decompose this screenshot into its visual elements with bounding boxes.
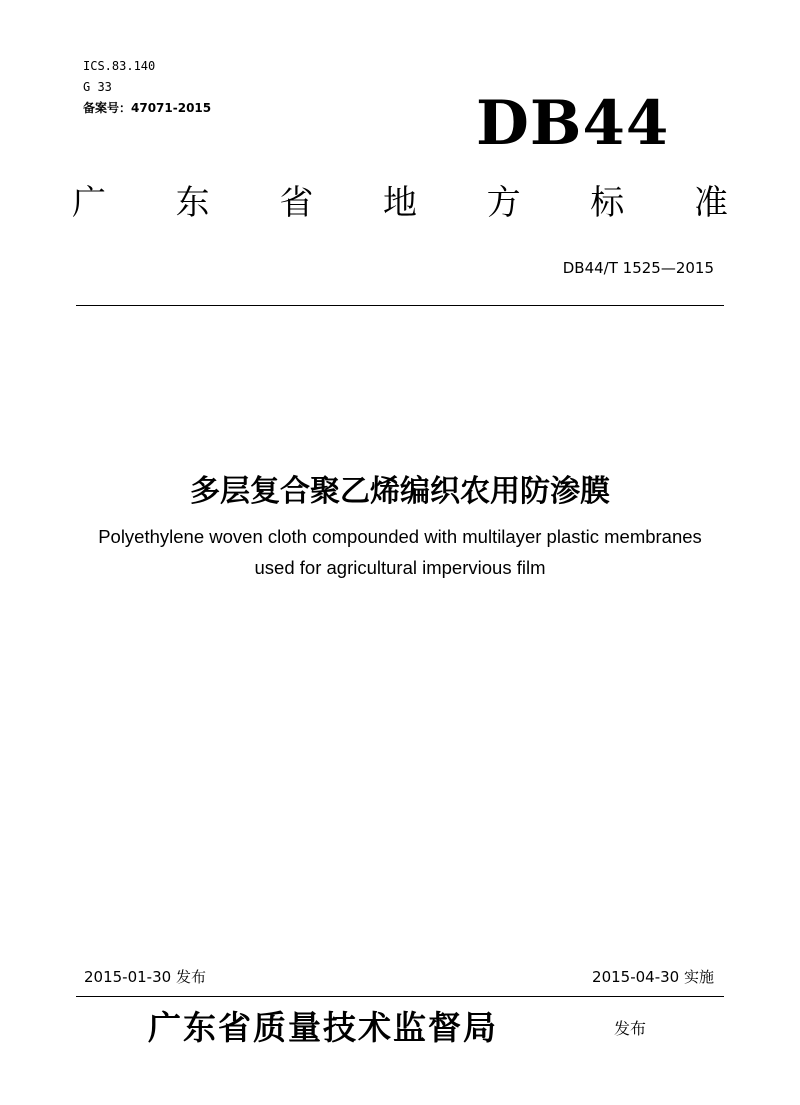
bottom-divider — [76, 996, 724, 997]
document-title-chinese: 多层复合聚乙烯编织农用防渗膜 — [190, 474, 610, 509]
db44-logo: DB44 — [476, 88, 670, 159]
ics-code: ICS.83.140 — [83, 59, 156, 73]
top-divider — [76, 305, 724, 306]
document-title-english-line1: Polyethylene woven cloth compounded with multilayer plastic membranes — [98, 526, 702, 547]
category-char: 方 — [486, 183, 521, 223]
issuing-label: 发布 — [614, 1019, 647, 1038]
document-title-english-line2: used for agricultural impervious film — [254, 557, 546, 578]
category-char: 东 — [175, 183, 210, 223]
category-char: 准 — [693, 183, 728, 223]
record-number: 备案号：47071-2015 — [83, 101, 212, 115]
implementation-date: 2015-04-30 实施 — [592, 968, 714, 986]
category-char: 标 — [590, 183, 625, 223]
category-char: 省 — [279, 183, 314, 223]
classification-code: G 33 — [83, 80, 112, 94]
standard-category-title — [72, 178, 728, 228]
issuing-authority: 广东省质量技术监督局 — [148, 1008, 498, 1047]
issue-date: 2015-01-30 发布 — [84, 968, 206, 986]
standard-number: DB44/T 1525—2015 — [562, 259, 714, 277]
category-char: 广 — [72, 183, 106, 223]
category-char: 地 — [382, 183, 417, 223]
